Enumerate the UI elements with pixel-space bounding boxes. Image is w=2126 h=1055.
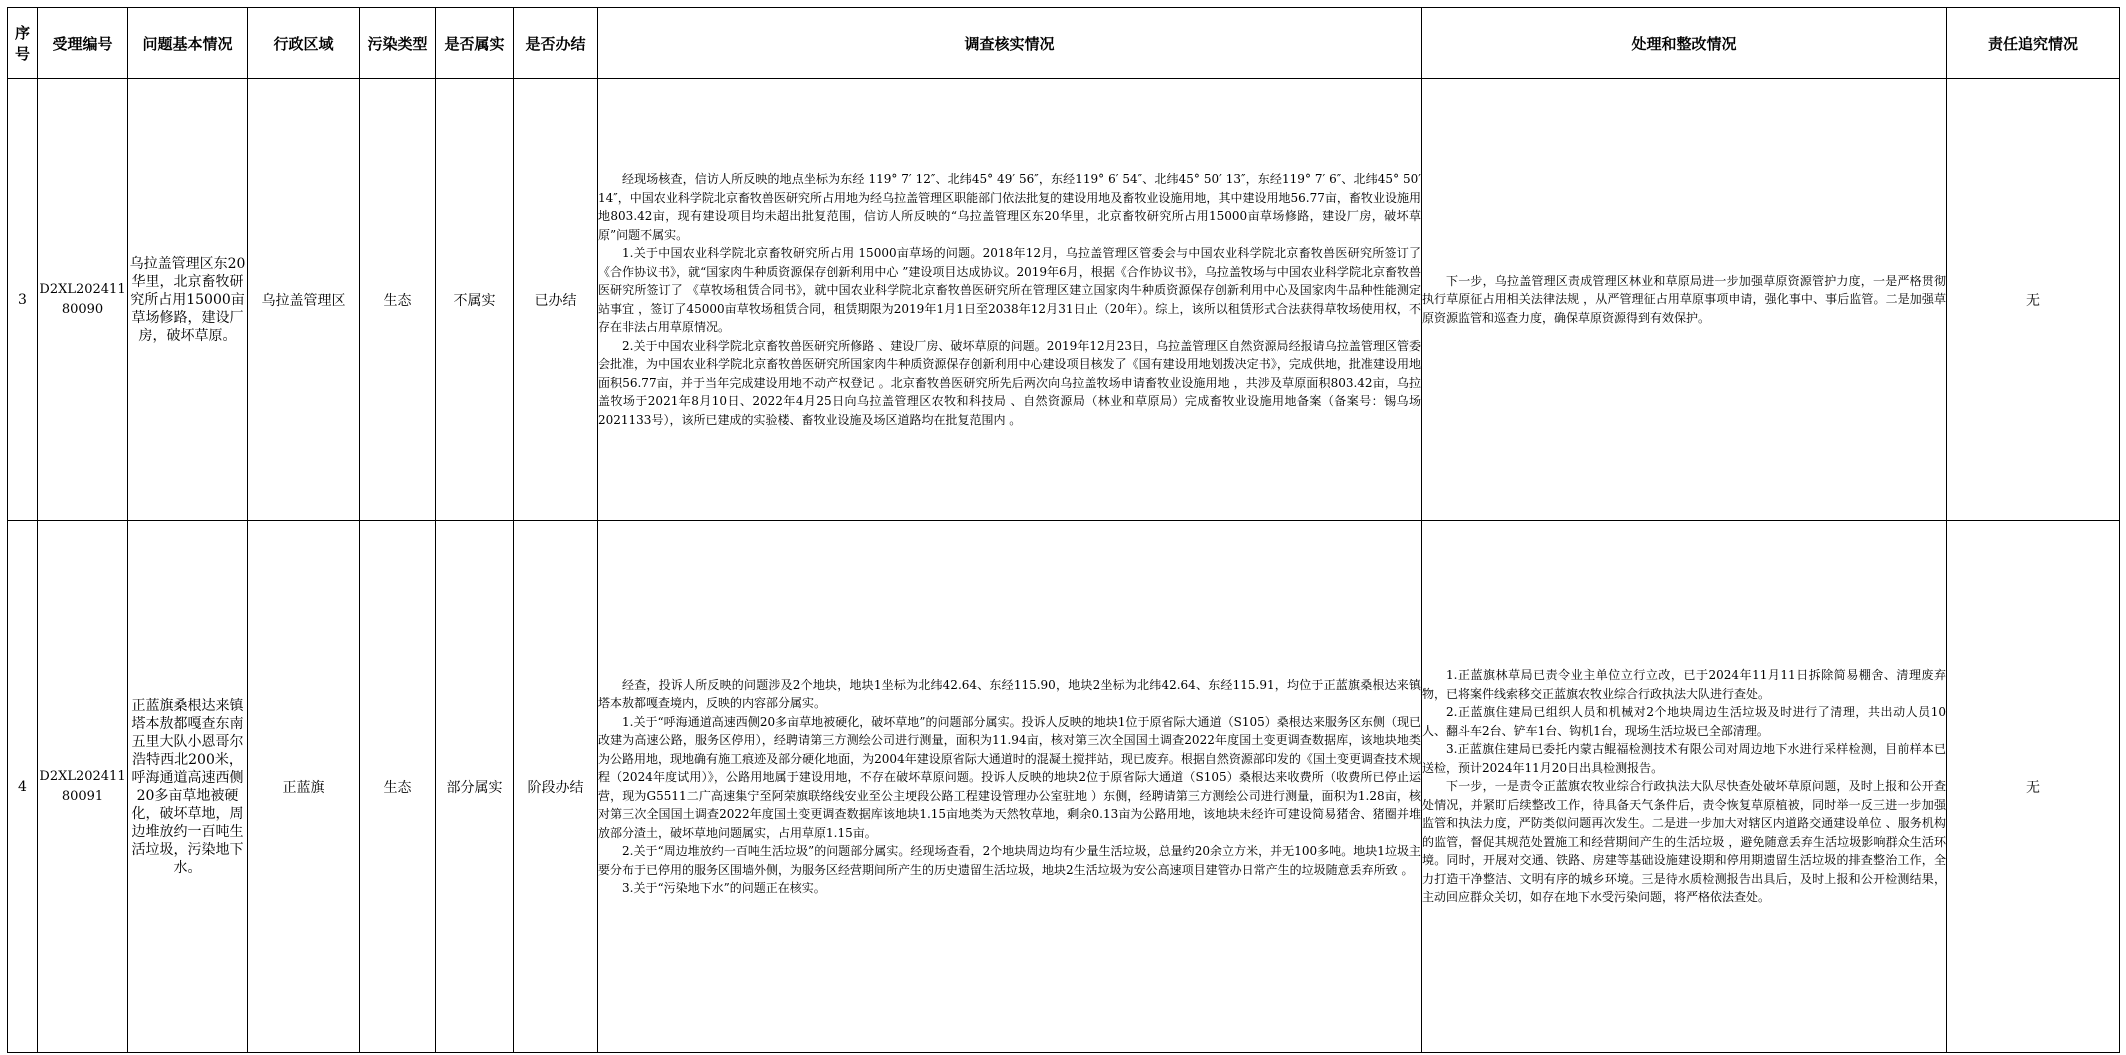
paragraph: 1.正蓝旗林草局已责令业主单位立行立改，已于2024年11月11日拆除简易棚舍、清理废弃物，已将案件线索移交正蓝旗农牧业综合行政执法大队进行查处。	[1422, 668, 1946, 701]
cell-fact: 不属实	[436, 79, 514, 521]
paragraph: 3.关于“污染地下水”的问题正在核实。	[622, 881, 826, 895]
cell-seq: 3	[8, 79, 38, 521]
header-basic: 问题基本情况	[128, 8, 248, 79]
cell-accountability: 无	[1947, 521, 2120, 1053]
header-handling: 处理和整改情况	[1422, 8, 1947, 79]
table-row	[8, 79, 2120, 521]
cell-handling	[1422, 79, 1947, 521]
paragraph: 3.正蓝旗住建局已委托内蒙古鲲福检测技术有限公司对周边地下水进行采样检测，目前样本已送检，预计2024年11月20日出具检测报告。	[1422, 742, 1946, 775]
header-closed: 是否办结	[514, 8, 598, 79]
cell-handling	[1422, 521, 1947, 1053]
cell-basic: 正蓝旗桑根达来镇塔本敖都嘎查东南五里大队小恩哥尔浩特西北200米，呼海通道高速西侧20多亩草地被硬化，破坏草地，周边堆放约一百吨生活垃圾，污染地下水。	[128, 521, 248, 1053]
header-region: 行政区域	[248, 8, 360, 79]
paragraph: 1.关于“呼海通道高速西侧20多亩草地被硬化，破坏草地”的问题部分属实。投诉人反映的地块1位于原省际大通道（S105）桑根达来服务区东侧（现已改建为高速公路，服务区停用），经聘请第三方测绘公司进行测量，面积为11.94亩，核对第三次全国国土调查2022年度国土变更调查数据库，该地块地类为公路用地，现地确有施工痕迹及部分硬化地面，为2004年建设原省际大通道时的混凝土搅拌站，现已废弃。根据自然资源部印发的《国土变更调查技术规程（2024年度试用）》，公路用地属于建设用地，不存在破坏草原问题。投诉人反映的地块2位于原省际大通道（S105）桑根达来收费所（收费所已停止运营，现为G5511二广高速集宁至阿荣旗联络线安业至公主埂段公路工程建设管理办公室驻地 ）东侧，经聘请第三方测绘公司进行测量，面积为1.28亩，核对第三次全国国土调查2022年度国土变更调查数据库该地块1.15亩地类为天然牧草地，剩余0.13亩为公路用地，该地块未经许可建设简易猪舍、猪圈并堆放部分渣土，破坏草地问题属实，占用草原1.15亩。	[598, 714, 1421, 840]
cell-fact: 部分属实	[436, 521, 514, 1053]
cell-basic: 乌拉盖管理区东20华里，北京畜牧研究所占用15000亩草场修路，建设厂房，破坏草原。	[128, 79, 248, 521]
header-type: 污染类型	[360, 8, 436, 79]
complaint-table	[7, 7, 2120, 1053]
paragraph: 2.正蓝旗住建局已组织人员和机械对2个地块周边生活垃圾及时进行了清理，共出动人员10人、翻斗车2台、铲车1台、钩机1台，现场生活垃圾已全部清理。	[1422, 705, 1946, 738]
header-id: 受理编号	[38, 8, 128, 79]
paragraph: 下一步，乌拉盖管理区责成管理区林业和草原局进一步加强草原资源管护力度，一是严格贯彻执行草原征占用相关法律法规 ，从严管理征占用草原事项申请，强化事中、事后监管。二是加强草原资源监管和巡查力度，确保草原资源得到有效保护。	[1422, 273, 1946, 325]
header-row	[8, 8, 2120, 79]
cell-investigation	[598, 521, 1422, 1053]
cell-closed: 阶段办结	[514, 521, 598, 1053]
cell-type: 生态	[360, 79, 436, 521]
paragraph: 2.关于“周边堆放约一百吨生活垃圾”的问题部分属实。经现场查看，2个地块周边均有少量生活垃圾，总量约20余立方米，并无100多吨。地块1垃圾主要分布于已停用的服务区围墙外侧，为服务区经营期间所产生的历史遗留生活垃圾，地块2生活垃圾为安公高速项目建管办日常产生的垃圾随意丢弃所致 。	[598, 844, 1421, 877]
paragraph: 2.关于中国农业科学院北京畜牧兽医研究所修路 、建设厂房、破坏草原的问题。2019年12月23日，乌拉盖管理区自然资源局经报请乌拉盖管理区管委会批准，为中国农业科学院北京畜牧兽医研究所国家肉牛种质资源保存创新利用中心建设项目核发了《国有建设用地划拨决定书》，完成供地，批准建设用地面积56.77亩，并于当年完成建设用地不动产权登记 。北京畜牧兽医研究所先后两次向乌拉盖牧场申请畜牧业设施用地 ，共涉及草原面积803.42亩，乌拉盖牧场于2021年8月10日、2022年4月25日向乌拉盖管理区农牧和科技局 、自然资源局（林业和草原局）完成畜牧业设施用地备案（备案号：锡乌场2021133号），该所已建成的实验楼、畜牧业设施及场区道路均在批复范围内 。	[598, 338, 1421, 427]
table-row	[8, 521, 2120, 1053]
header-fact: 是否属实	[436, 8, 514, 79]
cell-region: 正蓝旗	[248, 521, 360, 1053]
header-accountability: 责任追究情况	[1947, 8, 2120, 79]
cell-investigation	[598, 79, 1422, 521]
paragraph: 1.关于中国农业科学院北京畜牧研究所占用 15000亩草场的问题。2018年12月，乌拉盖管理区管委会与中国农业科学院北京畜牧兽医研究所签订了《合作协议书》，就“国家肉牛种质资源保存创新利用中心 ”建设项目达成协议。2019年6月，根据《合作协议书》，乌拉盖牧场与中国农业科学院北京畜牧兽医研究所签订了 《草牧场租赁合同书》，就中国农业科学院北京畜牧兽医研究所在管理区建立国家肉牛种质资源保存创新利用中心及国家肉牛品种性能测定站事宜 ，签订了45000亩草牧场租赁合同，租赁期限为2019年1月1日至2038年12月31日止（20年）。综上，该所以租赁形式合法获得草牧场使用权，不存在非法占用草原情况。	[598, 246, 1421, 334]
cell-type: 生态	[360, 521, 436, 1053]
cell-closed: 已办结	[514, 79, 598, 521]
paragraph: 经查，投诉人所反映的问题涉及2个地块，地块1坐标为北纬42.64、东经115.90，地块2坐标为北纬42.64、东经115.91，均位于正蓝旗桑根达来镇塔本敖都嘎查境内，反映的内容部分属实。	[598, 677, 1421, 710]
header-investigation: 调查核实情况	[598, 8, 1422, 79]
paragraph: 经现场核查，信访人所反映的地点坐标为东经 119° 7′ 12″、北纬45° 49′ 56″，东经119° 6′ 54″、北纬45° 50′ 13″，东经119° 7′ 6″、北纬45° 50′ 14″，中国农业科学院北京畜牧兽医研究所占用地为经乌拉盖管理区职能部门依法批复的建设用地及畜牧业设施用地，其中建设用地56.77亩，畜牧业设施用地803.42亩，现有建设项目均未超出批复范围，信访人所反映的“乌拉盖管理区东20华里，北京畜牧研究所占用15000亩草场修路，建设厂房，破坏草原”问题不属实。	[598, 172, 1421, 242]
cell-id: D2XL20241180090	[38, 79, 128, 521]
paragraph: 下一步，一是责令正蓝旗农牧业综合行政执法大队尽快查处破坏草原问题，及时上报和公开查处情况，并紧盯后续整改工作，待具备天气条件后，责令恢复草原植被，同时举一反三进一步加强监管和执法力度，严防类似问题再次发生。二是进一步加大对辖区内道路交通建设单位 、服务机构的监管，督促其规范处置施工和经营期间产生的生活垃圾 ，避免随意丢弃生活垃圾影响群众生活环境。同时，开展对交通、铁路、房建等基础设施建设期和停用期遗留生活垃圾的排查整治工作，全力打造干净整洁、文明有序的城乡环境。三是待水质检测报告出具后，及时上报和公开检测结果，主动回应群众关切，如存在地下水受污染问题，将严格依法查处。	[1422, 779, 1946, 905]
cell-region: 乌拉盖管理区	[248, 79, 360, 521]
cell-seq: 4	[8, 521, 38, 1053]
cell-id: D2XL20241180091	[38, 521, 128, 1053]
header-seq: 序号	[8, 8, 38, 79]
cell-accountability: 无	[1947, 79, 2120, 521]
